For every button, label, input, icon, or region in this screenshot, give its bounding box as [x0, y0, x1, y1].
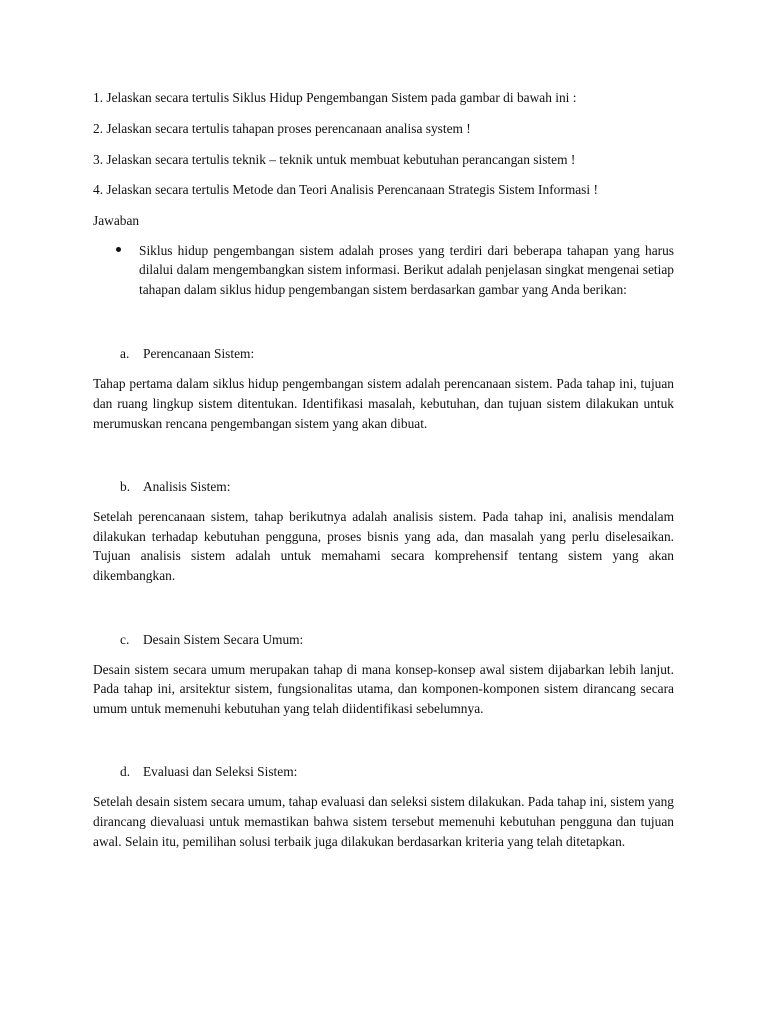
section-b-body: Setelah perencanaan sistem, tahap berikutnya adalah analisis sistem. Pada tahap ini, analisis mendalam dilakukan terhadap kebutuhan pengguna, proses bisnis yang ada, dan masalah yang perlu diselesaikan. Tujuan analisis sistem adalah untuk memahami secara komprehensif tentang sistem yang akan dikembangkan.: [93, 509, 674, 583]
section-c-body: Desain sistem secara umum merupakan tahap di mana konsep-konsep awal sistem dijabarkan lebih lanjut. Pada tahap ini, arsitektur sistem, fungsionalitas utama, dan komponen-komponen sistem dirancang secara umum untuk memenuhi kebutuhan yang telah diidentifikasi sebelumnya.: [93, 661, 674, 716]
section-a-body: Tahap pertama dalam siklus hidup pengembangan sistem adalah perencanaan sistem. Pada tahap ini, tujuan dan ruang lingkup sistem ditentukan. Identifikasi masalah, kebutuhan, dan tujuan sistem dilakukan untuk merumuskan rencana pengembangan sistem yang akan dibuat.: [93, 376, 674, 431]
question-3: 3. Jelaskan secara tertulis teknik – teknik untuk membuat kebutuhan perancangan sistem !: [93, 152, 576, 167]
answer-label: Jawaban: [93, 212, 140, 228]
section-c-title: Desain Sistem Secara Umum:: [143, 631, 304, 647]
document-page: [93, 88, 674, 851]
section-c-letter: c.: [120, 631, 130, 647]
bullet-icon: [116, 247, 121, 252]
question-2: 2. Jelaskan secara tertulis tahapan proses perencanaan analisa system !: [93, 121, 471, 136]
section-d-title: Evaluasi dan Seleksi Sistem:: [143, 764, 298, 780]
section-d-body: Setelah desain sistem secara umum, tahap evaluasi dan seleksi sistem dilakukan. Pada tahap ini, sistem yang dirancang dievaluasi untuk memastikan bahwa sistem tersebut memenuhi kebutuhan pengguna dan tujuan awal. Selain itu, pemilihan solusi terbaik juga dilakukan berdasarkan kriteria yang telah ditetapkan.: [93, 794, 674, 849]
section-a-title: Perencanaan Sistem:: [143, 346, 255, 362]
section-c-heading: [93, 630, 674, 649]
question-4: 4. Jelaskan secara tertulis Metode dan Teori Analisis Perencanaan Strategis Sistem Informasi !: [93, 182, 598, 197]
section-d-letter: d.: [120, 764, 131, 780]
section-b-heading: [93, 477, 674, 496]
bullet-text: Siklus hidup pengembangan sistem adalah proses yang terdiri dari beberapa tahapan yang harus dilalui dalam mengembangkan sistem informasi. Berikut adalah penjelasan singkat mengenai setiap tahapan dalam siklus hidup pengembangan sistem berdasarkan gambar yang Anda berikan:: [139, 242, 674, 297]
question-1: 1. Jelaskan secara tertulis Siklus Hidup Pengembangan Sistem pada gambar di bawah ini :: [93, 90, 577, 105]
section-b-letter: b.: [120, 479, 131, 495]
section-d-heading: [93, 762, 674, 781]
section-a-heading: [93, 344, 674, 363]
section-b-title: Analisis Sistem:: [143, 479, 231, 495]
bullet-item: [93, 241, 674, 300]
section-a-letter: a.: [120, 346, 130, 362]
